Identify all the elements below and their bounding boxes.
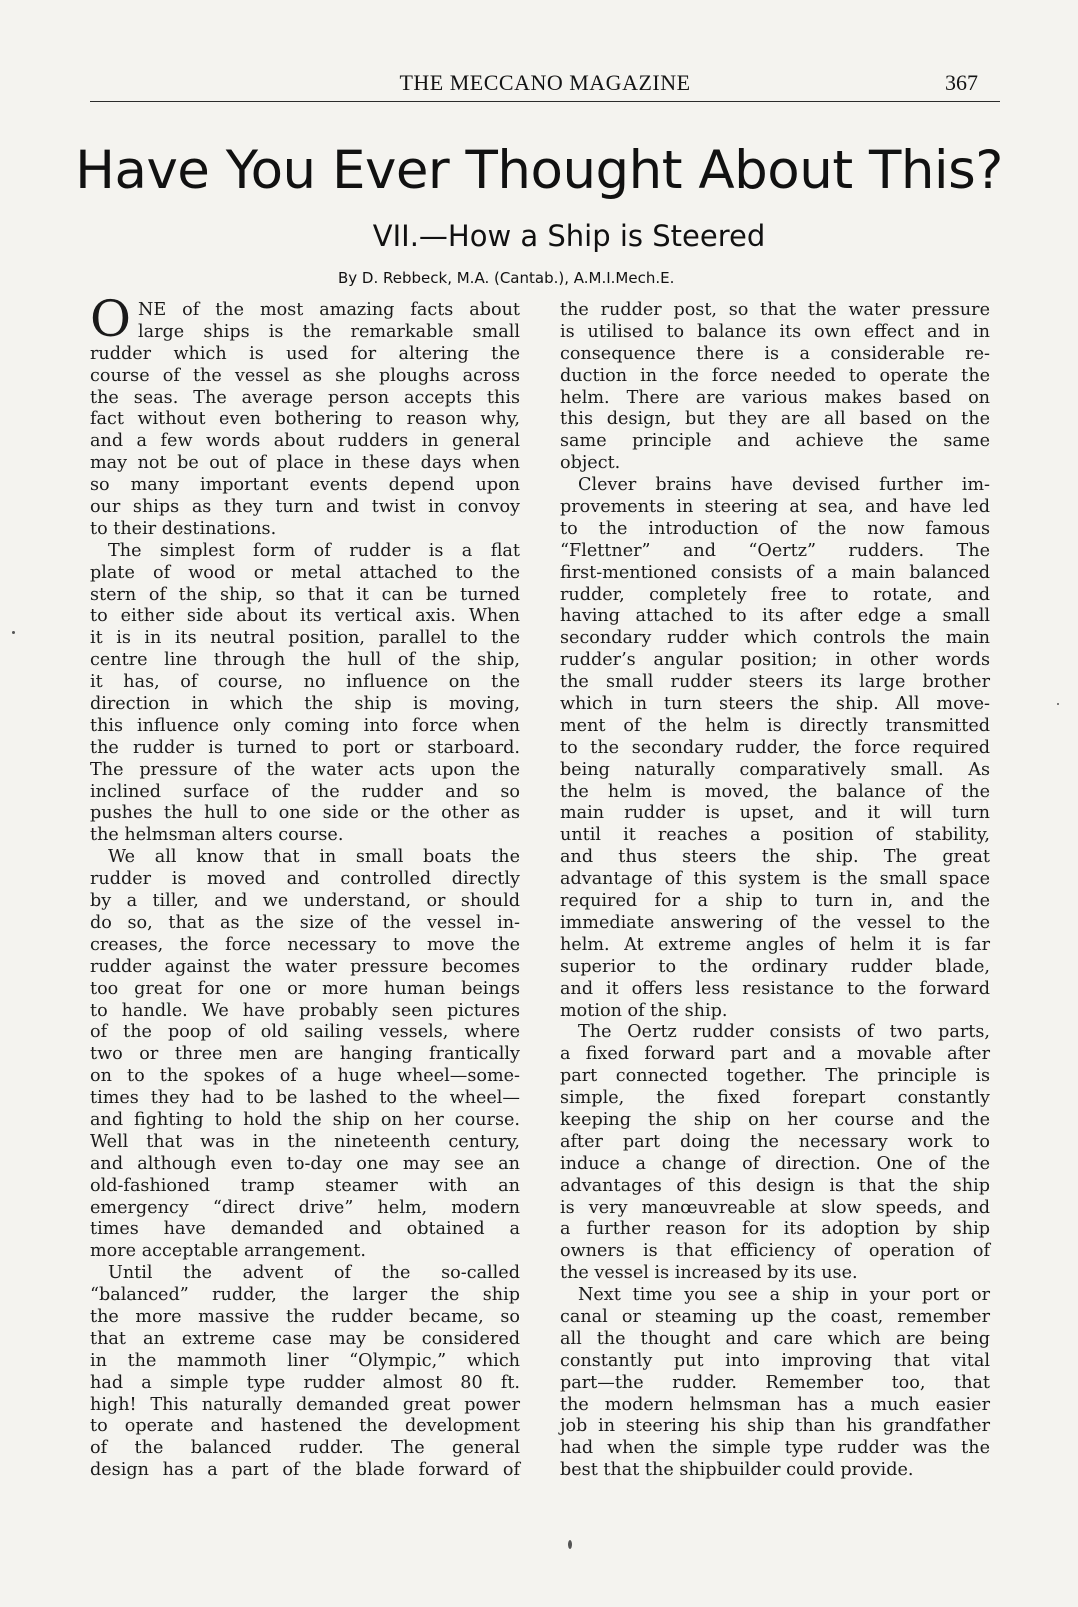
left-column-line: two or three men are hanging frantically <box>90 1044 520 1065</box>
right-column-line: to the secondary rudder, the force required <box>560 737 990 758</box>
right-column-line: and it offers less resistance to the forward <box>560 978 990 999</box>
left-column-line: We all know that in small boats the <box>108 847 520 868</box>
right-column-line: a fixed forward part and a movable after <box>560 1044 990 1065</box>
page-number: 367 <box>945 70 978 95</box>
right-column-line: is utilised to balance its own effect and in <box>560 321 990 342</box>
article-subtitle: VII.—How a Ship is Steered <box>372 219 766 253</box>
right-column-line: having attached to its after edge a small <box>560 606 990 627</box>
right-column-line: and thus steers the ship. The great <box>560 847 990 868</box>
right-column-line: job in steering his ship than his grandfather <box>560 1416 990 1437</box>
left-column-line: rudder against the water pressure becomes <box>90 956 520 977</box>
right-column-line: helm. At extreme angles of helm it is far <box>560 934 990 955</box>
right-column-line: same principle and achieve the same <box>560 431 990 452</box>
left-column-line: the rudder is turned to port or starboard. <box>90 737 520 758</box>
right-column-line: after part doing the necessary work to <box>560 1131 990 1152</box>
right-column-line: advantage of this system is the small space <box>560 869 990 890</box>
left-column-line: the more massive the rudder became, so <box>90 1306 520 1327</box>
left-column-line: to operate and hastened the development <box>90 1416 520 1437</box>
right-column-line: first-mentioned consists of a main balanced <box>560 562 990 583</box>
left-column-line: course of the vessel as she ploughs across <box>90 365 520 386</box>
right-column-line: the vessel is increased by its use. <box>560 1263 858 1284</box>
left-column-line: to handle. We have probably seen pictures <box>90 1000 520 1021</box>
print-speck <box>12 631 15 634</box>
left-column-line: times they had to be lashed to the wheel— <box>90 1088 520 1109</box>
right-column-line: is very manœuvreable at slow speeds, and <box>560 1197 990 1218</box>
left-column-line: Until the advent of the so-called <box>108 1263 520 1284</box>
right-column-line: constantly put into improving that vital <box>560 1350 990 1371</box>
right-column-line: being naturally comparatively small. As <box>560 759 990 780</box>
left-column-line: fact without even bothering to reason why, <box>90 409 520 430</box>
right-column-line: simple, the fixed forepart constantly <box>560 1088 990 1109</box>
left-column-line: direction in which the ship is moving, <box>90 694 520 715</box>
drop-cap: O <box>90 290 131 348</box>
left-column-line: inclined surface of the rudder and so <box>90 781 520 802</box>
left-column-line: rudder which is used for altering the <box>90 343 520 364</box>
right-column-line: secondary rudder which controls the main <box>560 628 990 649</box>
right-column-line: the modern helmsman has a much easier <box>560 1394 990 1415</box>
left-column-line: it is in its neutral position, parallel to the <box>90 628 520 649</box>
page-header <box>90 70 1000 106</box>
left-column-line: may not be out of place in these days when <box>90 453 520 474</box>
left-column-line: and fighting to hold the ship on her course. <box>90 1109 520 1130</box>
left-column-line: that an extreme case may be considered <box>90 1328 520 1349</box>
right-column-line: canal or steaming up the coast, remember <box>560 1306 990 1327</box>
left-column-line: it has, of course, no influence on the <box>90 672 520 693</box>
left-column-line: centre line through the hull of the ship, <box>90 650 520 671</box>
left-column-line: The simplest form of rudder is a flat <box>108 540 520 561</box>
right-column-line: all the thought and care which are being <box>560 1328 990 1349</box>
right-column-line: which in turn steers the ship. All move- <box>560 694 990 715</box>
print-speck <box>568 1540 572 1549</box>
left-column-line: creases, the force necessary to move the <box>90 934 520 955</box>
left-column-line: of the poop of old sailing vessels, where <box>90 1022 520 1043</box>
right-column-line: had when the simple type rudder was the <box>560 1438 990 1459</box>
left-column <box>90 290 520 1482</box>
right-column-line: best that the shipbuilder could provide. <box>560 1460 914 1481</box>
right-column-line: helm. There are various makes based on <box>560 387 990 408</box>
left-column-line: NE of the most amazing facts about <box>138 300 520 320</box>
article-title: Have You Ever Thought About This? <box>75 140 1003 201</box>
right-column-line: to the introduction of the now famous <box>560 518 990 539</box>
left-column-line: stern of the ship, so that it can be turned <box>90 584 520 605</box>
left-column-line: and a few words about rudders in general <box>90 431 520 452</box>
left-column-line: “balanced” rudder, the larger the ship <box>90 1285 520 1306</box>
right-column-line: rudder, completely free to rotate, and <box>560 584 990 605</box>
left-column-line: to their destinations. <box>90 518 277 539</box>
right-column-line: part—the rudder. Remember too, that <box>560 1372 990 1393</box>
left-column-line: this influence only coming into force when <box>90 715 520 736</box>
right-column-line: the helm is moved, the balance of the <box>560 781 990 802</box>
left-column-line: large ships is the remarkable small <box>138 321 520 342</box>
right-column-line: part connected together. The principle is <box>560 1066 990 1087</box>
left-column-line: too great for one or more human beings <box>90 978 520 999</box>
left-column-line: plate of wood or metal attached to the <box>90 562 520 583</box>
right-column-line: required for a ship to turn in, and the <box>560 891 990 912</box>
left-column-line: our ships as they turn and twist in convoy <box>90 497 520 518</box>
print-speck <box>1057 703 1059 705</box>
right-column-line: Clever brains have devised further im- <box>578 475 990 496</box>
left-column-line: had a simple type rudder almost 80 ft. <box>90 1372 520 1393</box>
right-column-line: this design, but they are all based on the <box>560 409 990 430</box>
magazine-title: THE MECCANO MAGAZINE <box>399 70 691 95</box>
right-column-line: Next time you see a ship in your port or <box>578 1285 990 1306</box>
right-column-line: duction in the force needed to operate the <box>560 365 990 386</box>
right-column-line: advantages of this design is that the ship <box>560 1175 990 1196</box>
left-column-line: on to the spokes of a huge wheel—some- <box>90 1066 520 1087</box>
right-column-line: provements in steering at sea, and have led <box>560 497 990 518</box>
right-column-line: a further reason for its adoption by ship <box>560 1219 990 1240</box>
header-rule <box>90 101 1000 102</box>
right-column-line: main rudder is upset, and it will turn <box>560 803 990 824</box>
right-column-line: motion of the ship. <box>560 1000 728 1021</box>
left-column-line: design has a part of the blade forward of <box>90 1460 520 1481</box>
right-column-line: induce a change of direction. One of the <box>560 1153 990 1174</box>
right-column-line: object. <box>560 453 621 474</box>
left-column-line: in the mammoth liner “Olympic,” which <box>90 1350 520 1371</box>
right-column-line: ment of the helm is directly transmitted <box>560 715 990 736</box>
right-column-line: the rudder post, so that the water pressure <box>560 300 990 320</box>
right-column-line: until it reaches a position of stability, <box>560 825 990 846</box>
right-column-line: The Oertz rudder consists of two parts, <box>578 1022 990 1043</box>
right-column-line: the small rudder steers its large brother <box>560 672 990 693</box>
right-column <box>560 300 990 1482</box>
right-column-line: owners is that efficiency of operation of <box>560 1241 990 1262</box>
left-column-line: more acceptable arrangement. <box>90 1241 366 1262</box>
left-column-line: emergency “direct drive” helm, modern <box>90 1197 520 1218</box>
left-column-line: times have demanded and obtained a <box>90 1219 520 1240</box>
left-column-line: by a tiller, and we understand, or should <box>90 891 520 912</box>
right-column-line: keeping the ship on her course and the <box>560 1109 990 1130</box>
left-column-line: the seas. The average person accepts this <box>90 387 520 408</box>
right-column-line: immediate answering of the vessel to the <box>560 912 990 933</box>
left-column-line: and although even to-day one may see an <box>90 1153 520 1174</box>
left-column-line: of the balanced rudder. The general <box>90 1438 520 1459</box>
right-column-line: “Flettner” and “Oertz” rudders. The <box>560 540 990 561</box>
right-column-line: consequence there is a considerable re- <box>560 343 990 364</box>
left-column-line: rudder is moved and controlled directly <box>90 869 520 890</box>
article-byline: By D. Rebbeck, M.A. (Cantab.), A.M.I.Mech.E. <box>338 269 675 287</box>
left-column-line: old-fashioned tramp steamer with an <box>90 1175 520 1196</box>
left-column-line: pushes the hull to one side or the other as <box>90 803 520 824</box>
left-column-line: the helmsman alters course. <box>90 825 344 846</box>
left-column-line: Well that was in the nineteenth century, <box>90 1131 520 1152</box>
left-column-line: do so, that as the size of the vessel in- <box>90 912 520 933</box>
right-column-line: superior to the ordinary rudder blade, <box>560 956 990 977</box>
left-column-line: to either side about its vertical axis. When <box>90 606 520 627</box>
left-column-line: high! This naturally demanded great power <box>90 1394 520 1415</box>
left-column-line: The pressure of the water acts upon the <box>90 759 520 780</box>
left-column-line: so many important events depend upon <box>90 475 520 496</box>
right-column-line: rudder’s angular position; in other words <box>560 650 990 671</box>
